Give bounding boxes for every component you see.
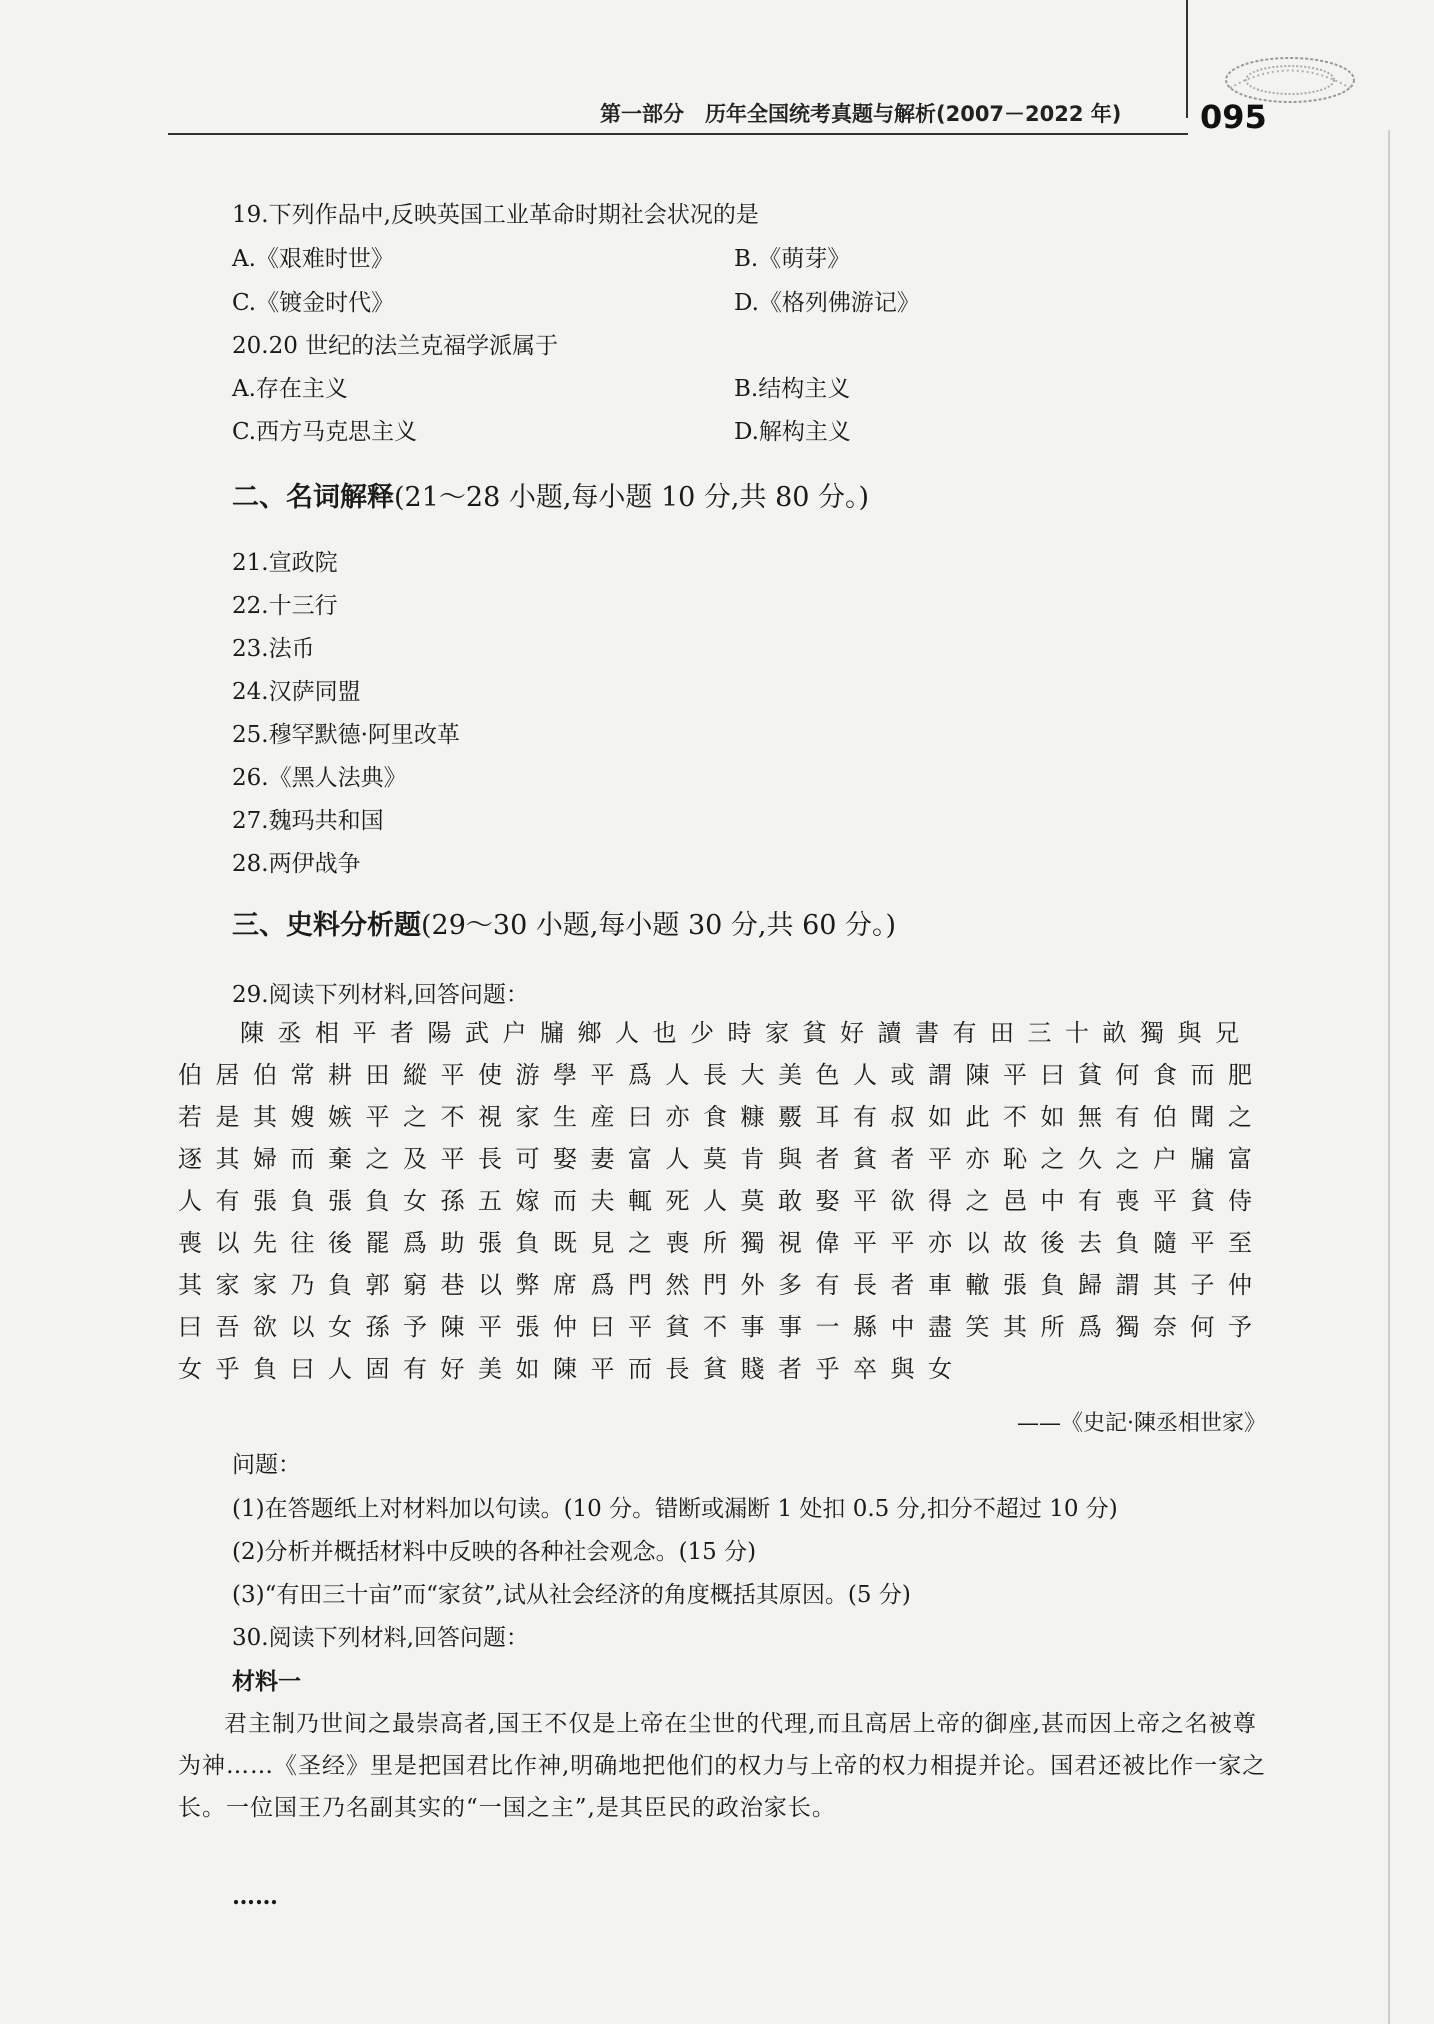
header-rule [168,133,1188,135]
term-item: 28.两伊战争 [232,851,361,877]
ellipsis: …… [232,1883,278,1910]
section-3-title: 三、史料分析题 [232,910,421,941]
section-2-note: (21～28 小题,每小题 10 分,共 80 分。) [394,482,870,513]
question-20-option-c: C.西方马克思主义 [232,419,418,445]
question-19-option-a: A.《艰难时世》 [232,246,394,272]
question-29-part-3: (3)“有田三十亩”而“家贫”,试从社会经济的角度概括其原因。(5 分) [232,1582,911,1608]
margin-line [1388,130,1390,2024]
passage-source: ——《史記·陳丞相世家》 [1017,1411,1266,1436]
running-header: 第一部分 历年全国统考真题与解析(2007－2022 年) [600,102,1122,126]
question-19-option-d: D.《格列佛游记》 [734,290,920,316]
question-20-option-a: A.存在主义 [232,376,348,402]
term-item: 26.《黑人法典》 [232,765,407,791]
binding-line [1186,0,1188,118]
question-30-stem: 30.阅读下列材料,回答问题： [232,1625,529,1651]
classical-passage: 陳丞相平者陽武户牖鄉人也少時家貧好讀書有田三十畝獨與兄伯居伯常耕田縱平使游學平爲人長大美色人或謂陳平曰貧何食而肥若是其嫂嫉平之不視家生産曰亦食糠覈耳有叔如此不如無有伯聞之逐其婦而棄之及平長可娶妻富人莫肯與者貧者平亦恥之久之户牖富人有張負張負女孫五嫁而夫輒死人莫敢娶平欲得之邑中有喪平貧侍喪以先往後罷爲助張負既見之喪所獨視偉平平亦以故後去負隨平至其家家乃負郭窮巷以弊席爲門然門外多有長者車轍張負歸謂其子仲曰吾欲以女孫予陳平張仲曰平貧不事事一縣中盡笑其所爲獨奈何予女乎負曰人固有好美如陳平而長貧賤者乎卒與女 [178,1019,1266,1383]
term-item: 25.穆罕默德·阿里改革 [232,722,460,748]
question-29-stem: 29.阅读下列材料,回答问题： [232,982,529,1008]
term-item: 23.法币 [232,636,315,662]
material-1-text: 君主制乃世间之最崇高者,国王不仅是上帝在尘世的代理,而且高居上帝的御座,甚而因上帝之名被尊为神……《圣经》里是把国君比作神,明确地把他们的权力与上帝的权力相提并论。国君还被比作一家之长。一位国王乃名副其实的“一国之主”,是其臣民的政治家长。 [178,1711,1267,1821]
material-1-label: 材料一 [232,1669,301,1695]
term-item: 24.汉萨同盟 [232,679,361,705]
question-20-option-b: B.结构主义 [734,376,851,402]
section-3-heading [232,908,896,944]
term-item: 27.魏玛共和国 [232,808,384,834]
question-29-part-1: (1)在答题纸上对材料加以句读。(10 分。错断或漏断 1 处扣 0.5 分,扣分不超过 10 分) [232,1496,1118,1522]
term-item: 22.十三行 [232,593,338,619]
page-number: 095 [1200,98,1267,136]
question-19-option-c: C.《镀金时代》 [232,290,395,316]
questions-label: 问题： [232,1452,301,1478]
question-20-stem: 20.20 世纪的法兰克福学派属于 [232,333,559,359]
question-20-option-d: D.解构主义 [734,419,851,445]
question-19-stem: 19.下列作品中,反映英国工业革命时期社会状况的是 [232,202,759,228]
question-29-part-2: (2)分析并概括材料中反映的各种社会观念。(15 分) [232,1539,757,1565]
section-2-heading [232,480,869,516]
section-3-note: (29～30 小题,每小题 30 分,共 60 分。) [421,910,897,941]
section-2-title: 二、名词解释 [232,482,394,513]
question-19-option-b: B.《萌芽》 [734,246,851,272]
term-item: 21.宣政院 [232,550,338,576]
